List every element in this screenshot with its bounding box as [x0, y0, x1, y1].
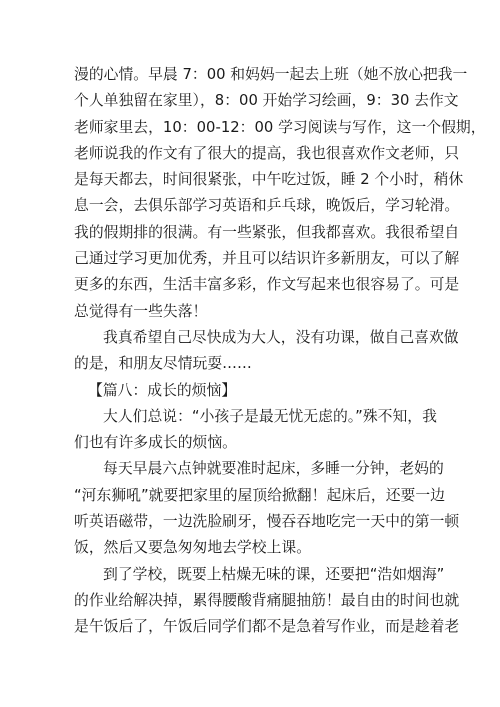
body-text-line: 己通过学习更加优秀，并且可以结识许多新朋友，可以了解 [74, 250, 460, 268]
body-text-line: 老师家里去，10：00-12：00 学习阅读与写作，这一个假期， [74, 118, 486, 136]
body-text-line: 漫的心情。早晨 7：00 和妈妈一起去上班（她不放心把我一 [74, 66, 468, 83]
document-page [74, 62, 486, 641]
paragraph-last-line: 的是，和朋友尽情玩耍…… [74, 355, 252, 373]
paragraph-last-line: 饭，然后又要急匆匆地去学校上课。 [74, 539, 312, 557]
body-text-line: 是午饭后了，午饭后同学们都不是急着写作业，而是趁着老 [74, 618, 460, 636]
body-text-line: 更多的东西，生活丰富多彩，作文写起来也很容易了。可是 [74, 276, 460, 294]
paragraph-first-line: 到了学校，既要上枯燥无味的课，还要把“浩如烟海” [103, 565, 445, 583]
paragraph-last-line: 总觉得有一些失落！ [74, 302, 208, 320]
body-text-line: 个人单独留在家里），8：00 开始学习绘画，9：30 去作文 [74, 92, 459, 110]
paragraph-last-line: 们也有许多成长的烦恼。 [74, 434, 237, 452]
body-text-line: 听英语磁带，一边洗脸刷牙，慢吞吞地吃完一天中的第一顿 [74, 513, 460, 531]
body-text-line: “河东狮吼”就要把家里的屋顶给掀翻！起床后，还要一边 [74, 486, 445, 504]
body-text-line: 是每天都去，时间很紧张，中午吃过饭，睡 2 个小时，稍休 [74, 171, 464, 189]
paragraph-first-line: 每天早晨六点钟就要准时起床，多睡一分钟，老妈的 [103, 460, 444, 478]
body-text-line: 的作业给解决掉，累得腰酸背痛腿抽筋！最自由的时间也就 [74, 591, 460, 609]
body-text-line: 老师说我的作文有了很大的提高，我也很喜欢作文老师，只 [74, 144, 460, 162]
body-text-line: 我的假期排的很满。有一些紧张，但我都喜欢。我很希望自 [74, 223, 460, 241]
paragraph-first-line: 大人们总说：“小孩子是最无忧无虑的。”殊不知，我 [103, 407, 437, 425]
section-heading: 【篇八：成长的烦恼】 [88, 381, 237, 399]
body-text-line: 息一会，去俱乐部学习英语和乒乓球，晚饭后，学习轮滑。 [74, 197, 460, 215]
paragraph-first-line: 我真希望自己尽快成为大人，没有功课，做自己喜欢做 [103, 328, 459, 346]
